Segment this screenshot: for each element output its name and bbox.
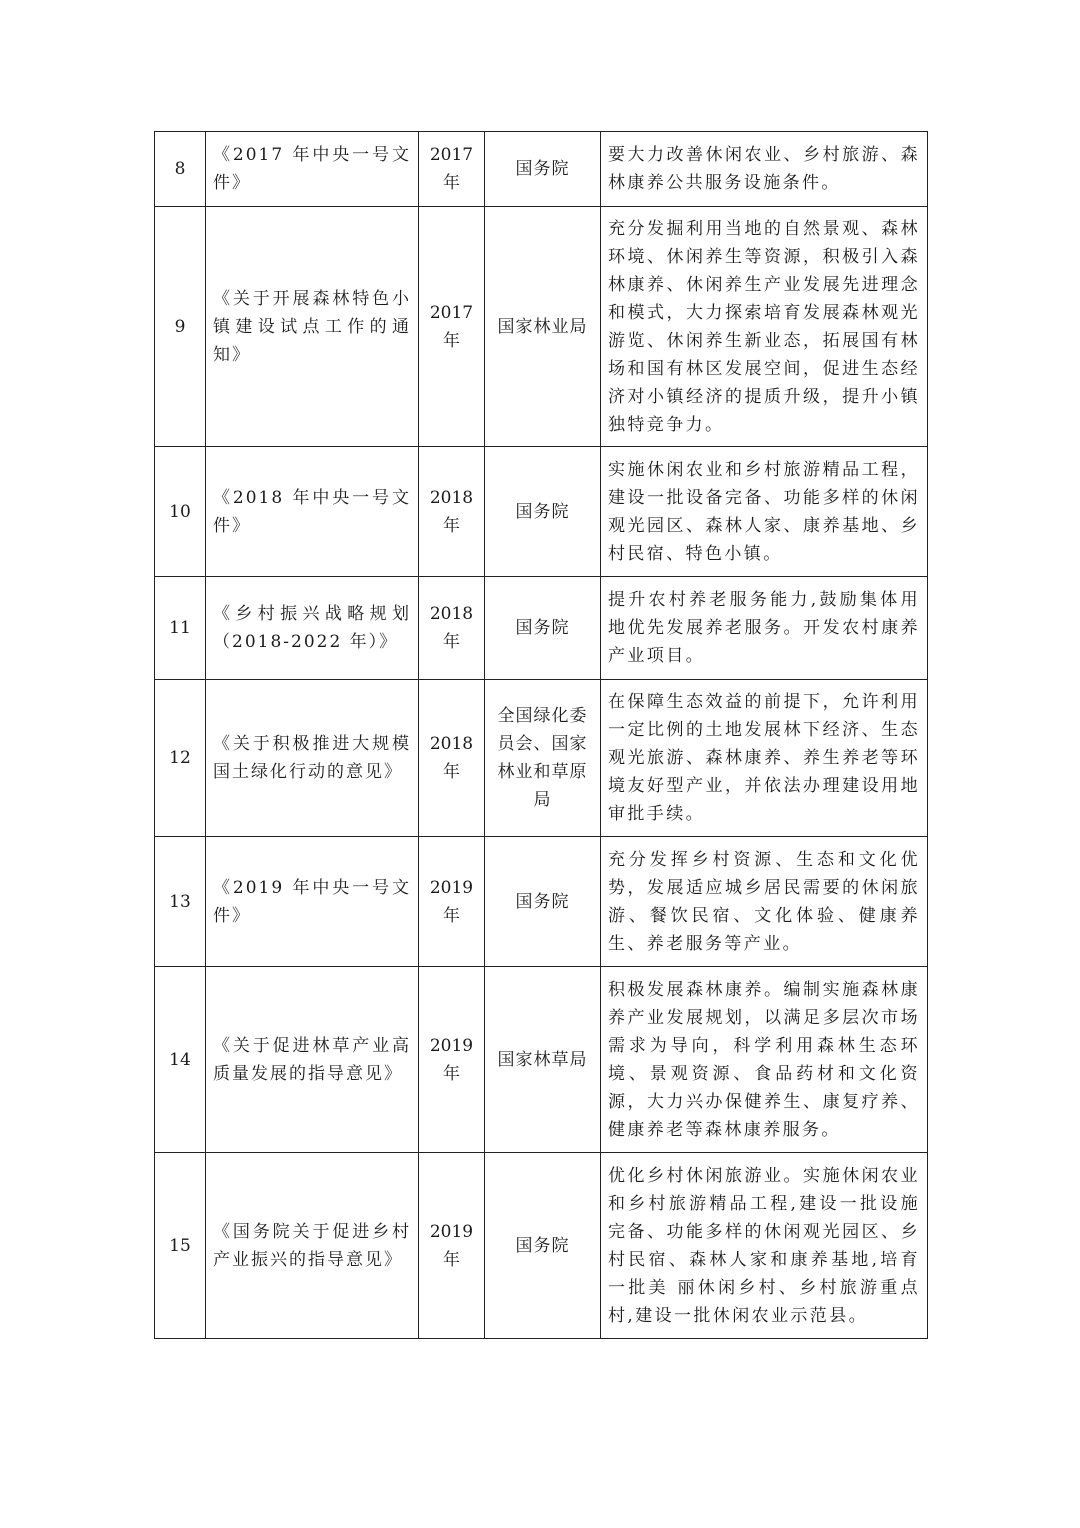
policy-content: 优化乡村休闲旅游业。实施休闲农业和乡村旅游精品工程,建设一批设施完备、功能多样的休闲观光园区、乡村民宿、森林人家和康养基地,培育一批美 丽休闲乡村、乡村旅游重点村,建设一批休闲农业示范县。 xyxy=(601,1153,928,1339)
issuing-body: 全国绿化委员会、国家林业和草原局 xyxy=(485,680,601,837)
table-row xyxy=(155,577,928,680)
document-name: 《2017 年中央一号文件》 xyxy=(206,132,419,207)
table-row xyxy=(155,132,928,207)
issuing-body: 国务院 xyxy=(485,837,601,967)
policy-table xyxy=(154,131,928,1339)
document-name: 《乡村振兴战略规划（2018-2022 年）》 xyxy=(206,577,419,680)
issuing-body: 国家林业局 xyxy=(485,207,601,447)
document-name: 《国务院关于促进乡村产业振兴的指导意见》 xyxy=(206,1153,419,1339)
policy-content: 充分发掘利用当地的自然景观、森林环境、休闲养生等资源，积极引入森林康养、休闲养生产业发展先进理念和模式，大力探索培育发展森林观光游览、休闲养生新业态，拓展国有林场和国有林区发展空间，促进生态经济对小镇经济的提质升级，提升小镇独特竞争力。 xyxy=(601,207,928,447)
table-row xyxy=(155,967,928,1153)
table-row xyxy=(155,837,928,967)
table-row xyxy=(155,680,928,837)
issue-year: 2017 年 xyxy=(419,132,485,207)
issue-year: 2017 年 xyxy=(419,207,485,447)
issuing-body: 国务院 xyxy=(485,1153,601,1339)
policy-content: 要大力改善休闲农业、乡村旅游、森林康养公共服务设施条件。 xyxy=(601,132,928,207)
issuing-body: 国家林草局 xyxy=(485,967,601,1153)
policy-content: 实施休闲农业和乡村旅游精品工程，建设一批设备完备、功能多样的休闲观光园区、森林人家、康养基地、乡村民宿、特色小镇。 xyxy=(601,447,928,577)
row-number: 14 xyxy=(155,967,206,1153)
table-row xyxy=(155,1153,928,1339)
document-name: 《关于开展森林特色小镇建设试点工作的通知》 xyxy=(206,207,419,447)
policy-content: 在保障生态效益的前提下，允许利用一定比例的土地发展林下经济、生态观光旅游、森林康养、养生养老等环境友好型产业，并依法办理建设用地审批手续。 xyxy=(601,680,928,837)
table-row xyxy=(155,447,928,577)
document-name: 《2019 年中央一号文件》 xyxy=(206,837,419,967)
issue-year: 2019 年 xyxy=(419,837,485,967)
row-number: 8 xyxy=(155,132,206,207)
issue-year: 2018 年 xyxy=(419,447,485,577)
row-number: 15 xyxy=(155,1153,206,1339)
row-number: 10 xyxy=(155,447,206,577)
table-row xyxy=(155,207,928,447)
policy-content: 积极发展森林康养。编制实施森林康养产业发展规划，以满足多层次市场需求为导向，科学利用森林生态环境、景观资源、食品药材和文化资源，大力兴办保健养生、康复疗养、健康养老等森林康养服务。 xyxy=(601,967,928,1153)
issuing-body: 国务院 xyxy=(485,577,601,680)
issue-year: 2019 年 xyxy=(419,967,485,1153)
issue-year: 2018 年 xyxy=(419,577,485,680)
row-number: 11 xyxy=(155,577,206,680)
policy-content: 充分发挥乡村资源、生态和文化优势，发展适应城乡居民需要的休闲旅游、餐饮民宿、文化体验、健康养生、养老服务等产业。 xyxy=(601,837,928,967)
document-name: 《2018 年中央一号文件》 xyxy=(206,447,419,577)
policy-content: 提升农村养老服务能力,鼓励集体用地优先发展养老服务。开发农村康养产业项目。 xyxy=(601,577,928,680)
issue-year: 2019 年 xyxy=(419,1153,485,1339)
issue-year: 2018 年 xyxy=(419,680,485,837)
issuing-body: 国务院 xyxy=(485,132,601,207)
row-number: 13 xyxy=(155,837,206,967)
row-number: 12 xyxy=(155,680,206,837)
row-number: 9 xyxy=(155,207,206,447)
document-name: 《关于积极推进大规模国土绿化行动的意见》 xyxy=(206,680,419,837)
document-name: 《关于促进林草产业高质量发展的指导意见》 xyxy=(206,967,419,1153)
issuing-body: 国务院 xyxy=(485,447,601,577)
